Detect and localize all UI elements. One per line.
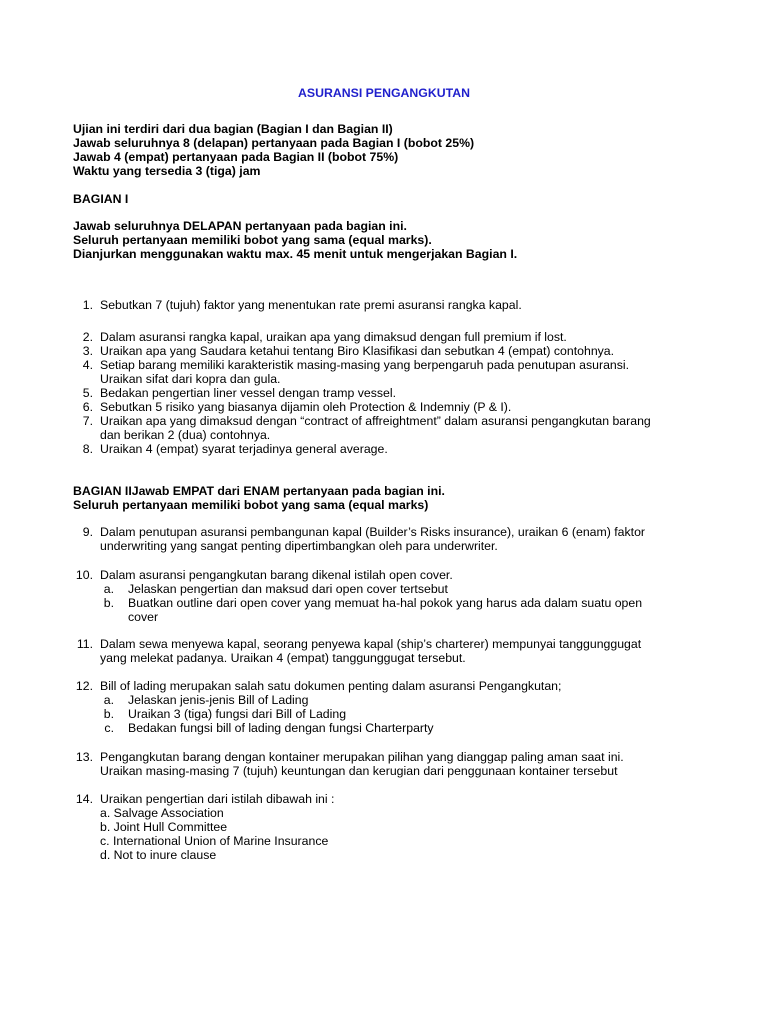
question-text: dan berikan 2 (dua) contohnya.: [100, 428, 271, 442]
question-text: Bedakan pengertian liner vessel dengan tramp vessel.: [100, 386, 396, 400]
question-text: Dalam penutupan asuransi pembangunan kapal (Builder’s Risks insurance), uraikan 6 (enam) faktor: [100, 525, 646, 539]
term-item: b. Joint Hull Committee: [100, 820, 228, 834]
question-text: Uraikan sifat dari kopra dan gula.: [100, 372, 281, 386]
part1-instructions: [73, 219, 713, 261]
question-number: 8.: [82, 442, 93, 456]
question-text: Uraikan apa yang dimaksud dengan “contract of affreightment” dalam asuransi pengangkutan barang: [100, 414, 651, 428]
term-item: c. International Union of Marine Insurance: [100, 834, 329, 848]
question-number: 9.: [82, 525, 93, 539]
instruction-line: Seluruh pertanyaan memiliki bobot yang sama (equal marks).: [73, 233, 432, 247]
sub-text: Buatkan outline dari open cover yang memuat ha-hal pokok yang harus ada dalam suatu open: [128, 596, 643, 610]
intro-line: Ujian ini terdiri dari dua bagian (Bagian I dan Bagian II): [73, 122, 393, 136]
question-text: Sebutkan 7 (tujuh) faktor yang menentukan rate premi asuransi rangka kapal.: [100, 298, 522, 312]
term-item: a. Salvage Association: [100, 806, 224, 820]
question-number: 12.: [75, 679, 93, 693]
part2-heading-line: Seluruh pertanyaan memiliki bobot yang sama (equal marks): [73, 498, 429, 512]
question-text: Dalam asuransi rangka kapal, uraikan apa yang dimaksud dengan full premium if lost.: [100, 330, 567, 344]
question-text: Bill of lading merupakan salah satu dokumen penting dalam asuransi Pengangkutan;: [100, 679, 562, 693]
intro-line: Jawab 4 (empat) pertanyaan pada Bagian II (bobot 75%): [73, 150, 399, 164]
question-text: underwriting yang sangat penting dipertimbangkan oleh para underwriter.: [100, 539, 498, 553]
question-number: 3.: [82, 344, 93, 358]
part2-heading-line: BAGIAN IIJawab EMPAT dari ENAM pertanyaan pada bagian ini.: [73, 484, 445, 498]
question-text: Uraikan apa yang Saudara ketahui tentang Biro Klasifikasi dan sebutkan 4 (empat) contohnya.: [100, 344, 615, 358]
question-number: 10.: [75, 568, 93, 582]
sub-letter: c.: [104, 721, 114, 735]
question-number: 5.: [82, 386, 93, 400]
question-text: Uraikan pengertian dari istilah dibawah ini :: [100, 792, 335, 806]
document-title: ASURANSI PENGANGKUTAN: [298, 86, 470, 100]
term-item: d. Not to inure clause: [100, 848, 217, 862]
question-text: Dalam sewa menyewa kapal, seorang penyewa kapal (ship’s charterer) mempunyai tanggunggugat: [100, 637, 642, 651]
sub-letter: b.: [103, 596, 114, 610]
part1-heading: BAGIAN I: [73, 192, 129, 206]
sub-text: cover: [128, 610, 159, 624]
sub-text: Jelaskan jenis-jenis Bill of Lading: [128, 693, 309, 707]
question-text: Setiap barang memiliki karakteristik masing-masing yang berpengaruh pada penutupan asuransi.: [100, 358, 630, 372]
question-number: 14.: [75, 792, 93, 806]
sub-letter: a.: [103, 582, 114, 596]
question-number: 2.: [82, 330, 93, 344]
sub-letter: a.: [103, 693, 114, 707]
question-number: 6.: [82, 400, 93, 414]
intro-line: Waktu yang tersedia 3 (tiga) jam: [73, 164, 261, 178]
intro-line: Jawab seluruhnya 8 (delapan) pertanyaan pada Bagian I (bobot 25%): [73, 136, 475, 150]
sub-text: Bedakan fungsi bill of lading dengan fungsi Charterparty: [128, 721, 434, 735]
exam-intro: [73, 122, 713, 178]
question-number: 13.: [75, 750, 93, 764]
question-text: Dalam asuransi pengangkutan barang dikenal istilah open cover.: [100, 568, 453, 582]
question-text: Pengangkutan barang dengan kontainer merupakan pilihan yang dianggap paling aman saat ini.: [100, 750, 624, 764]
question-text: yang melekat padanya. Uraikan 4 (empat) tanggunggugat tersebut.: [100, 651, 466, 665]
sub-text: Jelaskan pengertian dan maksud dari open cover tertsebut: [128, 582, 448, 596]
sub-letter: b.: [103, 707, 114, 721]
question-text: Sebutkan 5 risiko yang biasanya dijamin oleh Protection & Indemniy (P & I).: [100, 400, 512, 414]
question-number: 1.: [82, 298, 93, 312]
part2-heading: [73, 484, 713, 512]
instruction-line: Dianjurkan menggunakan waktu max. 45 menit untuk mengerjakan Bagian I.: [73, 247, 518, 261]
sub-text: Uraikan 3 (tiga) fungsi dari Bill of Lading: [128, 707, 347, 721]
instruction-line: Jawab seluruhnya DELAPAN pertanyaan pada bagian ini.: [73, 219, 407, 233]
question-number: 7.: [82, 414, 93, 428]
question-number: 11.: [76, 637, 93, 651]
question-number: 4.: [82, 358, 93, 372]
question-text: Uraikan masing-masing 7 (tujuh) keuntungan dan kerugian dari penggunaan kontainer tersebut: [100, 764, 618, 778]
question-text: Uraikan 4 (empat) syarat terjadinya general average.: [100, 442, 388, 456]
